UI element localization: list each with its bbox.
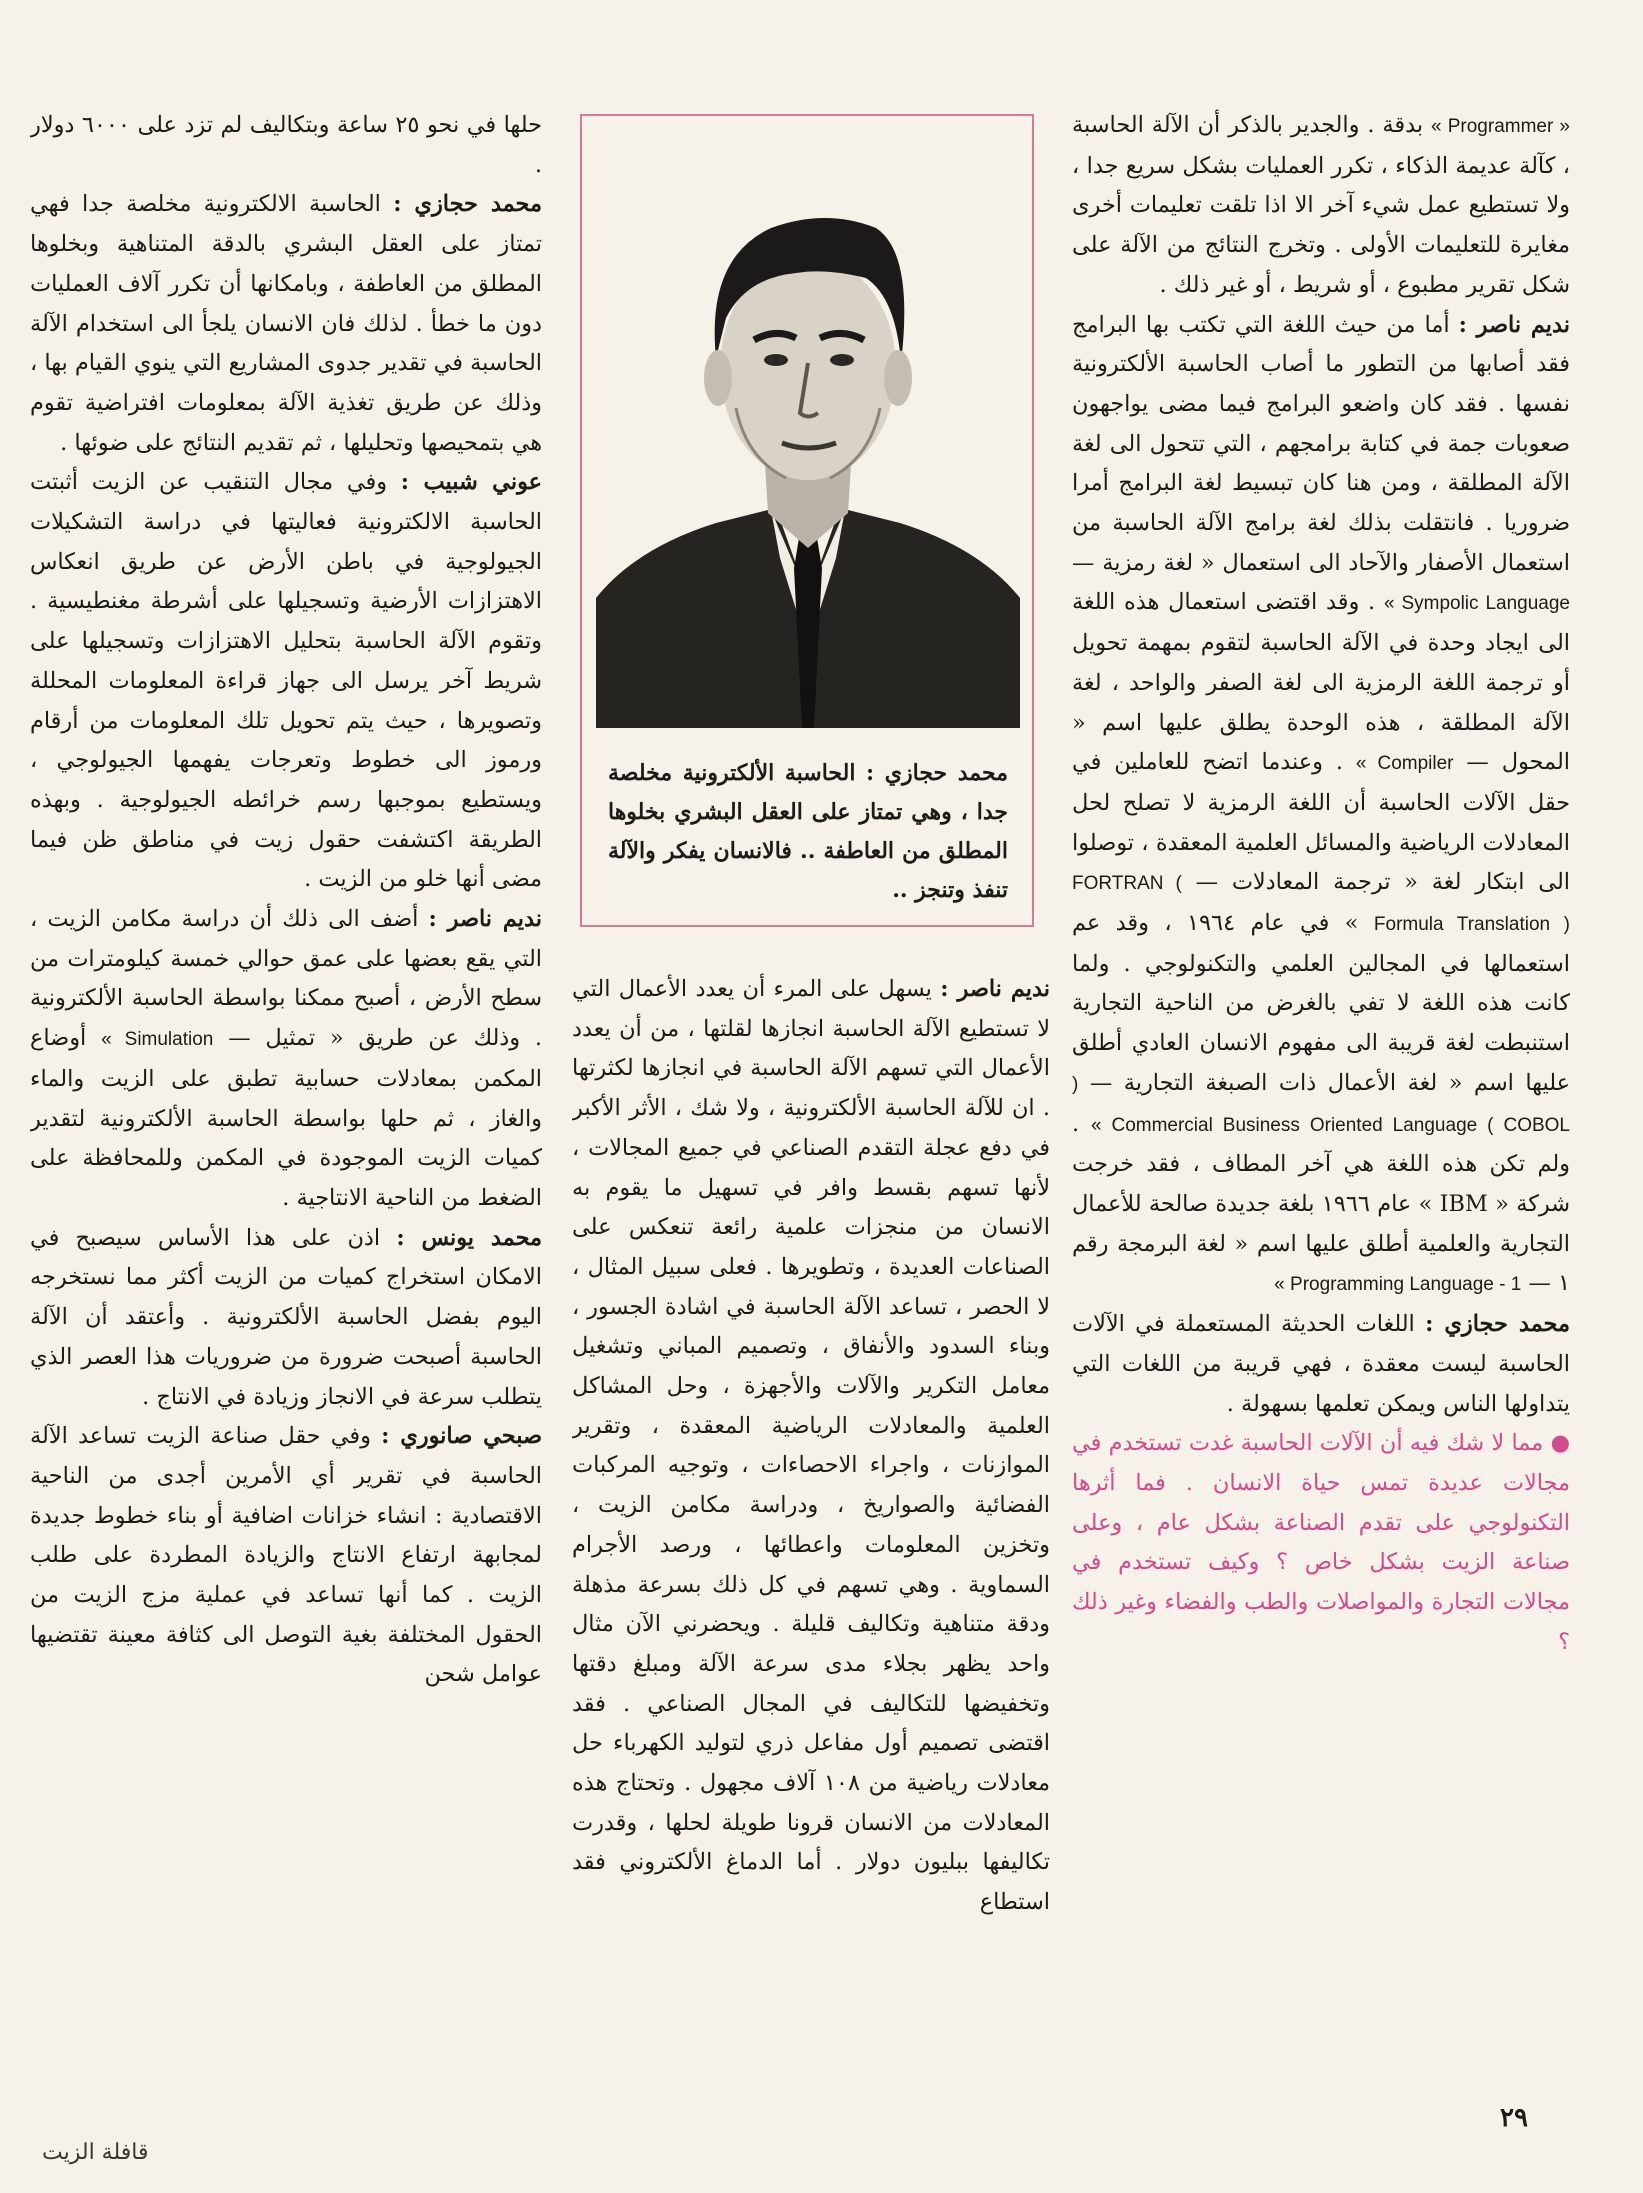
english-term: Programming Language - 1 » [1274, 1274, 1522, 1296]
english-term: FORTRAN ( Formula Translation ) [1072, 873, 1570, 936]
paragraph-text: . ولم تكن هذه اللغة هي آخر المطاف ، فقد خرجت شركة « IBM » عام ١٩٦٦ بلغة جديدة صالحة للأعمال التجارية والعلمية أطلق عليها اسم « لغة البرمجة رقم ١ — [1072, 1110, 1570, 1297]
speaker-name: محمد حجازي : [1425, 1311, 1570, 1338]
question-paragraph: ● مما لا شك فيه أن الآلات الحاسبة غدت تستخدم في مجالات عديدة تمس حياة الانسان . فما أثرها التكنولوجي على تقدم الصناعة بشكل عام ، وعلى صناعة الزيت بشكل خاص ؟ وكيف تستخدم في مجالات التجارة والمواصلات والطب والفضاء وغير ذلك ؟ [1072, 1430, 1570, 1655]
left-column [30, 106, 542, 2081]
portrait-illustration [596, 128, 1020, 728]
speaker-name: محمد يونس : [396, 1224, 542, 1251]
paragraph [1072, 106, 1570, 306]
paragraph: حلها في نحو ٢٥ ساعة وبتكاليف لم تزد على ٦٠٠٠ دولار . [30, 112, 542, 178]
photo-box [580, 114, 1034, 927]
paragraph [30, 185, 542, 463]
english-term: ( COBOL ) Commercial Business Oriented Language » [1072, 1073, 1570, 1136]
paragraph-text: بدقة . والجدير بالذكر أن الآلة الحاسبة ، كآلة عديمة الذكاء ، تكرر العمليات بشكل سريع جدا ، ولا تستطيع عمل شيء آخر الا اذا تلقت تعليمات أخرى مغايرة للتعليمات الأولى . وتخرج النتائج من الآلة على شكل تقرير مطبوع ، أو شريط ، أو غير ذلك . [1072, 112, 1570, 298]
paragraph [572, 970, 1050, 1923]
paragraph-text: الحاسبة الالكترونية مخلصة جدا فهي تمتاز على العقل البشري بالدقة المتناهية وبخلوها المطلق من العاطفة ، وبامكانها أن تكرر آلاف العمليات دون ما خطأ . لذلك فان الانسان يلجأ الى استخدام الآلة الحاسبة في تقدير جدوى المشاريع التي ينوي القيام بها ، وذلك عن طريق تغذية الآلة بمعلومات افتراضية تقوم هي بتمحيصها وتحليلها ، ثم تقديم النتائج على ضوئها . [30, 191, 542, 456]
paragraph [1072, 306, 1570, 1306]
speaker-name: نديم ناصر : [428, 906, 542, 933]
paragraph-text: أضف الى ذلك أن دراسة مكامن الزيت ، التي يقع بعضها على عمق حوالي خمسة كيلومترات من سطح الأرض ، أصبح ممكنا بواسطة الحاسبة الألكترونية . وذلك عن طريق « تمثيل — [30, 906, 542, 1052]
english-term: Simulation » [101, 1029, 214, 1051]
english-term: Compiler » [1355, 753, 1454, 775]
paragraph-text: . وقد اقتضى استعمال هذه اللغة الى ايجاد وحدة في الآلة الحاسبة لتقوم بمهمة تحويل أو ترجمة اللغة الرمزية الى لغة الصفر والواحد ، لغة الآلة المطلقة ، هذه الوحدة يطلق عليها اسم « المحول — [1072, 589, 1570, 776]
paragraph [30, 1417, 542, 1695]
paragraph [30, 463, 542, 900]
paragraph-text: اذن على هذا الأساس سيصبح في الامكان استخراج كميات من الزيت أكثر مما نستخرجه اليوم بفضل الحاسبة الألكترونية . وأعتقد أن الآلة الحاسبة أصبحت ضرورة من ضروريات هذا العصر الذي يتطلب سرعة في الانجاز وزيادة في الانتاج . [30, 1224, 542, 1410]
paragraph-text: أما من حيث اللغة التي تكتب بها البرامج فقد أصابها من التطور ما أصاب الحاسبة الألكترونية نفسها . فقد كان واضعو البرامج فيما مضى يواجهون صعوبات جمة في كتابة برامجهم ، التي تتحول الى لغة الآلة المطلقة ، ومن هنا كان تبسيط لغة البرامج أمرا ضروريا . فانتقلت بذلك لغة برامج الآلة الحاسبة من استعمال الأصفار والآحاد الى استعمال « لغة رمزية — [1072, 311, 1570, 576]
paragraph-text: . وعندما اتضح للعاملين في حقل الآلات الحاسبة أن اللغة الرمزية لا تصلح لحل المعادلات الرياضية والمسائل العلمية المعقدة ، توصلوا الى ابتكار لغة « ترجمة المعادلات — [1072, 749, 1570, 896]
english-term: Sympolic Language » [1383, 593, 1570, 615]
speaker-name: محمد حجازي : [393, 191, 542, 218]
magazine-name: قافلة الزيت [42, 2140, 149, 2165]
english-term: « Programmer » [1431, 116, 1570, 137]
photo-caption: محمد حجازي : الحاسبة الألكترونية مخلصة جدا ، وهي تمتاز على العقل البشري بخلوها المطلق من العاطفة .. فالانسان يفكر والآلة تنفذ وتنجز .. [608, 760, 1008, 903]
paragraph-text: » في عام ١٩٦٤ ، وقد عم استعمالها في المجالين العلمي والتكنولوجي . ولما كانت هذه اللغة لا تفي بالغرض من الناحية التجارية استنبطت لغة قريبة الى مفهوم الانسان العادي أطلق عليها اسم « لغة الأعمال ذات الصبغة التجارية — [1072, 910, 1570, 1096]
paragraph-text: وفي مجال التنقيب عن الزيت أثبتت الحاسبة الالكترونية فعاليتها في دراسة التشكيلات الجيولوجية في باطن الأرض عن طريق انعكاس الاهتزازات الأرضية وتسجيلها على أشرطة مغنطيسية . وتقوم الآلة الحاسبة بتحليل الاهتزازات وتسجيلها على شريط آخر يرسل الى جهاز قراءة المعلومات المحللة وتصويرها ، حيث يتم تحويل تلك المعلومات من أرقام ورموز الى خطوط وتعرجات يفهمها الجيولوجي ، ويستطيع بموجبها رسم خرائطه الجيولوجية . وبهذه الطريقة اكتشفت حقول زيت في مناطق ظن فيما مضى أنها خلو من الزيت . [30, 469, 542, 893]
middle-column [572, 970, 1050, 2080]
page-number: ٢٩ [1500, 2103, 1528, 2133]
paragraph [1072, 1305, 1570, 1424]
paragraph [30, 1219, 542, 1418]
right-column [1072, 106, 1570, 2076]
paragraph-text: يسهل على المرء أن يعدد الأعمال التي لا تستطيع الآلة الحاسبة انجازها لقلتها ، من أن يعدد الأعمال التي تسهم الآلة الحاسبة في انجازها لكثرتها . ان للآلة الحاسبة الألكترونية ، ولا شك ، الأثر الأكبر في دفع عجلة التقدم الصناعي في جميع المجالات ، لأنها تسهم بقسط وافر في تسهيل ما يقوم به الانسان من منجزات علمية رائعة تنعكس على الصناعات العديدة ، وتطويرها . فعلى سبيل المثال ، لا الحصر ، تساعد الآلة الحاسبة في اشادة الجسور ، وبناء السدود والأنفاق ، وتصميم المباني وتشغيل معامل التكرير والآلات والأجهزة ، وحل المشاكل العلمية والمعادلات الرياضية المعقدة ، وتقرير الموازنات ، واجراء الاحصاءات ، وتوجيه المركبات الفضائية والصواريخ ، ودراسة مكامن الزيت ، وتخزين المعلومات واعطائها ، ورصد الأجرام السماوية . وهي تسهم في كل ذلك بسرعة مذهلة ودقة متناهية وتكاليف قليلة . ويحضرني الآن مثال واحد يظهر بجلاء مدى سرعة الآلة ومبلغ دقتها وتخفيضها للتكاليف في المجال الصناعي . فقد اقتضى تصميم أول مفاعل ذري لتوليد الكهرباء حل معادلات رياضية من ١٠٨ آلاف مجهول . وتحتاج هذه المعادلات من الانسان قرونا طويلة لحلها ، وقدرت تكاليفها ببليون دولار . أما الدماغ الألكتروني فقد استطاع [572, 976, 1050, 1916]
paragraph-text: اللغات الحديثة المستعملة في الآلات الحاسبة ليست معقدة ، فهي قريبة من اللغات التي يتداولها الناس ويمكن تعلمها بسهولة . [1072, 1311, 1570, 1417]
paragraph-text: وفي حقل صناعة الزيت تساعد الآلة الحاسبة في تقرير أي الأمرين أجدى من الناحية الاقتصادية : انشاء خزانات اضافية أو بناء خطوط جديدة لمجابهة ارتفاع الانتاج والزيادة المطردة على طلب الزيت . كما أنها تساعد في عملية مزج الزيت من الحقول المختلفة بغية التوصل الى كثافة معينة تقتضيها عوامل شحن [30, 1423, 542, 1688]
speaker-name: نديم ناصر : [940, 976, 1050, 1002]
paragraph [30, 900, 542, 1219]
speaker-name: صبحي صانوري : [381, 1423, 542, 1450]
speaker-name: نديم ناصر : [1458, 311, 1570, 338]
paragraph-text: أوضاع المكمن بمعادلات حسابية تطبق على الزيت والماء والغاز ، ثم حلها بواسطة الحاسبة الألكترونية لتقدير كميات الزيت الموجودة في المكمن وللمحافظة على الضغط من الناحية الانتاجية . [30, 1025, 542, 1211]
speaker-name: عوني شبيب : [400, 469, 542, 496]
